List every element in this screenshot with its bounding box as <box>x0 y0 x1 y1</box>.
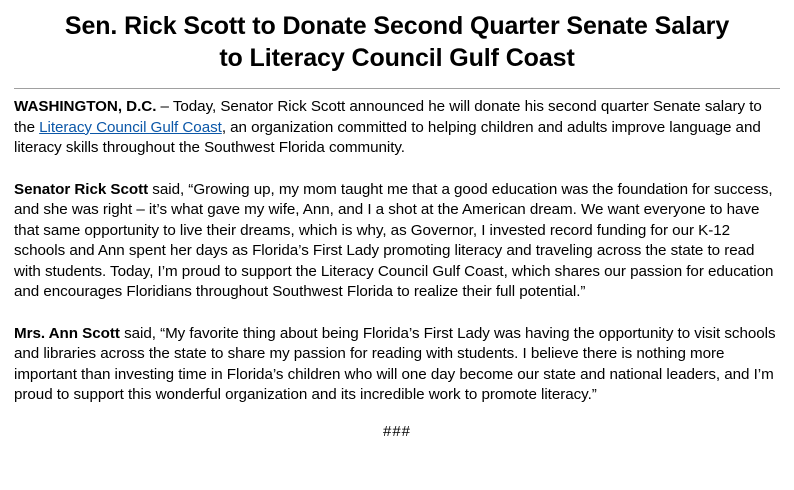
page-title <box>14 10 780 74</box>
dateline: WASHINGTON, D.C. <box>14 98 157 115</box>
intro-text-end: , an organization committed to helping children and adults improve language and literacy skills throughout the Southwest Florida community. <box>14 118 761 156</box>
speaker-senator: Senator Rick Scott <box>14 180 149 198</box>
end-mark: ### <box>382 422 412 440</box>
ann-quote-text: said, “My favorite thing about being Florida’s First Lady was having the opportunity to visit schools and libraries across the state to share my passion for reading with students. I believe there is nothing more important than investing time in Florida’s children who will one day become our state and national leaders, and I’m proud to support this wonderful organization and its incredible work to promote literacy.” <box>14 324 776 403</box>
press-release <box>14 0 780 440</box>
paragraph-senator-quote <box>14 180 780 303</box>
title-line-2: to Literacy Council Gulf Coast <box>219 44 575 72</box>
senator-quote-text: said, “Growing up, my mom taught me that a good education was the foundation for success, and she was right – it’s what gave my wife, Ann, and I a shot at the American dream. We want everyone to have that same opportunity to live their dreams, which is why, as Governor, I invested record funding for our K-12 schools and Ann spent her days as Florida’s First Lady promoting literacy and traveling across the state to read with students. Today, I’m proud to support the Literacy Council Gulf Coast, which shares our passion for education and encourages Floridians throughout Southwest Florida to realize their full potential.” <box>14 180 774 300</box>
paragraph-ann-quote <box>14 324 780 406</box>
literacy-council-link[interactable]: Literacy Council Gulf Coast <box>39 118 222 136</box>
speaker-ann: Mrs. Ann Scott <box>14 324 120 342</box>
title-line-1: Sen. Rick Scott to Donate Second Quarter Senate Salary <box>64 12 730 40</box>
divider <box>14 88 780 89</box>
paragraph-intro <box>14 97 780 159</box>
intro-text-start: – Today, Senator Rick Scott announced he will donate his second quarter Senate salary to the <box>14 98 762 136</box>
